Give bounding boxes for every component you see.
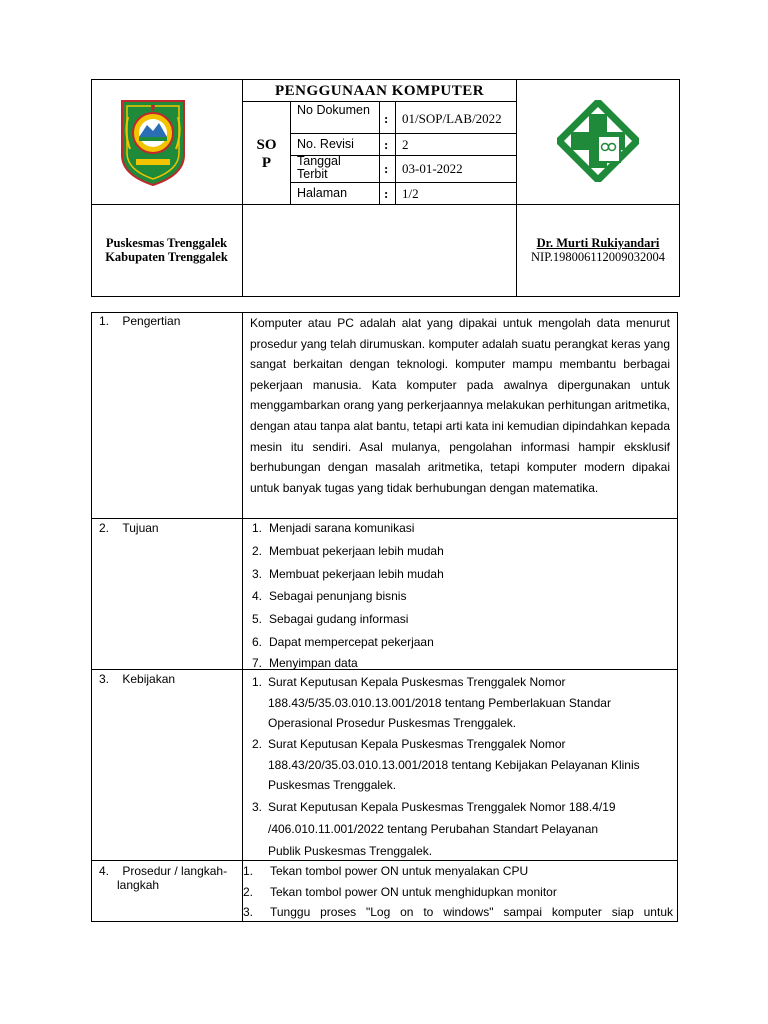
procedure-step: 1. Tekan tombol power ON untuk menyalakan CPU (243, 864, 529, 878)
policy-item: 3. Surat Keputusan Kepala Puskesmas Trenggalek Nomor 188.4/19 /406.010.11.001/2022 tentang Perubahan Standart Pelayanan Publik Puskesmas Trenggalek. (252, 800, 616, 858)
policy-item: 1. Surat Keputusan Kepala Puskesmas Trenggalek Nomor 188.43/5/35.03.010.13.001/2018 tentang Pemberlakuan Standar Operasional Prosedur Puskesmas Trenggalek. (252, 675, 611, 731)
meta-divider (290, 101, 291, 205)
meta-key-no-revisi: No. Revisi (297, 137, 354, 151)
document-title: PENGGUNAAN KOMPUTER (274, 83, 485, 99)
meta-colon: : (384, 137, 389, 152)
procedure-step: 2. Tekan tombol power ON untuk menghidupkan monitor (243, 885, 557, 899)
procedure-step: 3. Tunggu proses "Log on to windows" sampai komputer siap untuk (243, 905, 673, 919)
content-divider (242, 312, 243, 922)
signer-nip: NIP.198006112009032004 (531, 250, 665, 264)
meta-divider (395, 101, 396, 205)
list-item: 6. Dapat mempercepat pekerjaan (252, 635, 434, 649)
meta-colon: : (384, 186, 389, 201)
list-item: 2. Membuat pekerjaan lebih mudah (252, 544, 444, 558)
section-label-pengertian: 1. Pengertian (99, 314, 181, 328)
list-item: 7. Menyimpan data (252, 656, 358, 670)
meta-divider (290, 133, 516, 134)
header-divider (516, 79, 517, 297)
signer-block (517, 236, 679, 264)
list-item: 1. Menjadi sarana komunikasi (252, 521, 415, 535)
organization-name: Puskesmas Trenggalek Kabupaten Trenggalek (105, 236, 228, 264)
policy-item: 2. Surat Keputusan Kepala Puskesmas Trenggalek Nomor 188.43/20/35.03.010.13.001/2018 tentang Kebijakan Pelayanan Klinis Puskesmas Trenggalek. (252, 737, 640, 793)
list-item: 5. Sebagai gudang informasi (252, 612, 409, 626)
meta-key-tanggal-terbit: Tanggal Terbit (297, 154, 341, 181)
section-label-tujuan: 2. Tujuan (99, 521, 159, 535)
meta-value-halaman: 1/2 (402, 186, 419, 201)
pengertian-text: Komputer atau PC adalah alat yang dipakai untuk mengolah data menurut prosedur yang telah dirumuskan. komputer adalah suatu perangkat keras yang sangat berkaitan dengan teknologi. komputer mampu membantu berbagai pekerjaan manusia. Kata komputer pada awalnya dipergunakan untuk menggambarkan orang yang perkerjaannya melakukan perhitungan aritmetika, dengan atau tanpa alat bantu, tetapi arti kata ini kemudian dipindahkan kepada mesin itu sendiri. Asal mulanya, pengolahan informasi hampir eksklusif berhubungan dengan masalah aritmetika, tetapi komputer modern dipakai untuk banyak tugas yang tidak berhubungan dengan matematika. (250, 316, 670, 495)
section-label-prosedur: 4. Prosedur / langkah- langkah (99, 864, 228, 892)
meta-value-no-dokumen: 01/SOP/LAB/2022 (402, 111, 502, 126)
signer-name: Dr. Murti Rukiyandari (536, 236, 660, 250)
meta-key-halaman: Halaman (297, 186, 348, 200)
sop-label: SO P (256, 137, 277, 171)
header-divider (242, 79, 243, 297)
meta-divider (379, 101, 380, 205)
row-divider (91, 518, 678, 519)
meta-divider (290, 182, 516, 183)
meta-value-no-revisi: 2 (402, 137, 409, 152)
header-divider (91, 204, 680, 205)
list-item: 4. Sebagai penunjang bisnis (252, 589, 407, 603)
section-label-kebijakan: 3. Kebijakan (99, 672, 176, 686)
meta-colon: : (384, 161, 389, 176)
meta-key-no-dokumen: No Dokumen (297, 103, 370, 117)
meta-colon: : (384, 111, 389, 126)
trenggalek-crest-logo (118, 97, 188, 187)
puskesmas-logo (557, 100, 639, 182)
list-item: 3. Membuat pekerjaan lebih mudah (252, 567, 444, 581)
meta-value-tanggal-terbit: 03-01-2022 (402, 161, 463, 176)
